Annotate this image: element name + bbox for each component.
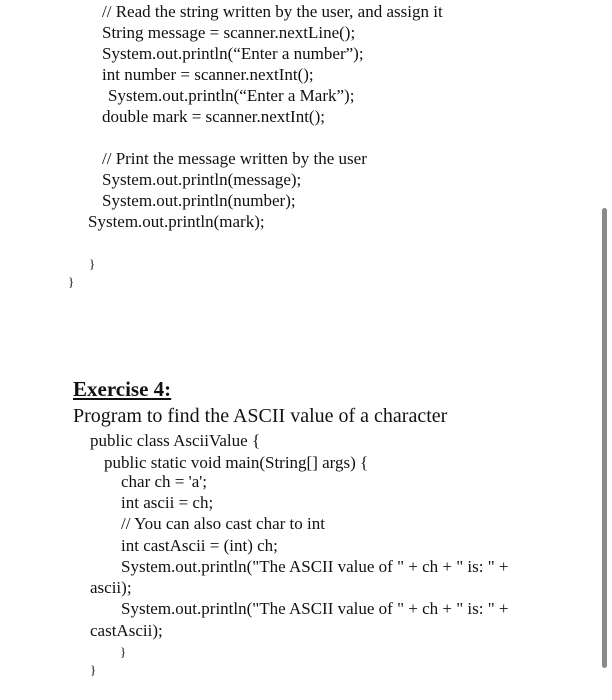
closing-brace: } xyxy=(90,662,97,677)
code-line: // You can also cast char to int xyxy=(121,514,325,533)
code-line: System.out.println("The ASCII value of " + ch + " is: " + xyxy=(121,557,509,576)
code-line: System.out.println(“Enter a Mark”); xyxy=(108,86,355,105)
code-line: public class AsciiValue { xyxy=(90,431,261,450)
exercise-subtitle: Program to find the ASCII value of a character xyxy=(73,405,448,427)
code-line: // Print the message written by the user xyxy=(102,149,367,168)
code-line: System.out.println(message); xyxy=(102,170,302,189)
code-line: int castAscii = (int) ch; xyxy=(121,536,278,555)
code-line: int number = scanner.nextInt(); xyxy=(102,65,314,84)
code-line: System.out.println(mark); xyxy=(88,212,265,231)
code-line: castAscii); xyxy=(90,621,163,640)
code-line: public static void main(String[] args) { xyxy=(104,453,369,472)
code-line: // Read the string written by the user, and assign it xyxy=(102,2,443,21)
exercise-heading: Exercise 4: xyxy=(73,377,172,401)
scrollbar[interactable] xyxy=(602,208,607,668)
code-line: String message = scanner.nextLine(); xyxy=(102,23,356,42)
code-line: System.out.println(number); xyxy=(102,191,296,210)
code-line: int ascii = ch; xyxy=(121,493,214,512)
code-line: System.out.println(“Enter a number”); xyxy=(102,44,364,63)
closing-brace: } xyxy=(68,274,75,289)
code-line: ascii); xyxy=(90,578,132,597)
code-line: System.out.println("The ASCII value of " + ch + " is: " + xyxy=(121,599,509,618)
code-line: double mark = scanner.nextInt(); xyxy=(102,107,325,126)
closing-brace: } xyxy=(89,256,96,271)
closing-brace: } xyxy=(120,644,127,659)
code-line: char ch = 'a'; xyxy=(121,472,208,491)
